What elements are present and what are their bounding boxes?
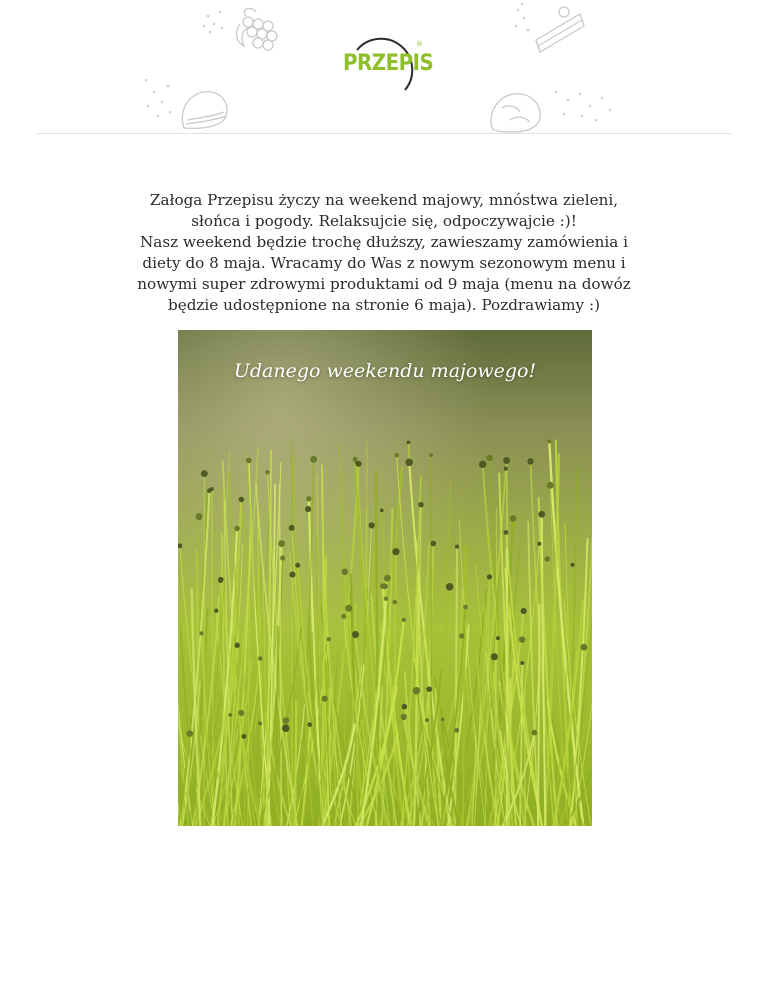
header-divider (36, 133, 732, 134)
message-line: słońca i pogody. Relaksujcie się, odpoczywajcie :)! (191, 212, 577, 230)
message-line: nowymi super zdrowymi produktami od 9 maja (menu na dowóz (137, 275, 631, 293)
message-line: diety do 8 maja. Wracamy do Was z nowym sezonowym menu i (142, 254, 626, 272)
grapes-icon (200, 2, 292, 54)
photo-caption: Udanego weekendu majowego! (233, 360, 537, 382)
announcement-text (60, 190, 708, 316)
grass-illustration (178, 330, 592, 826)
przepis-logo[interactable] (343, 32, 434, 100)
greenery-photo (178, 330, 592, 826)
message-line: będzie udostępnione na stronie 6 maja). Pozdrawiamy :) (168, 296, 600, 314)
cake-icon (510, 0, 590, 56)
logo-registered-mark: ® (416, 40, 423, 48)
header (0, 0, 768, 134)
message-line: Nasz weekend będzie trochę dłuższy, zawieszamy zamówienia i (139, 233, 628, 251)
vegetable-icon (486, 84, 622, 134)
message-line: Załoga Przepisu życzy na weekend majowy, mnóstwa zieleni, (149, 191, 619, 209)
logo-text: PRZEPIS (343, 51, 434, 76)
sandwich-icon (138, 72, 238, 134)
